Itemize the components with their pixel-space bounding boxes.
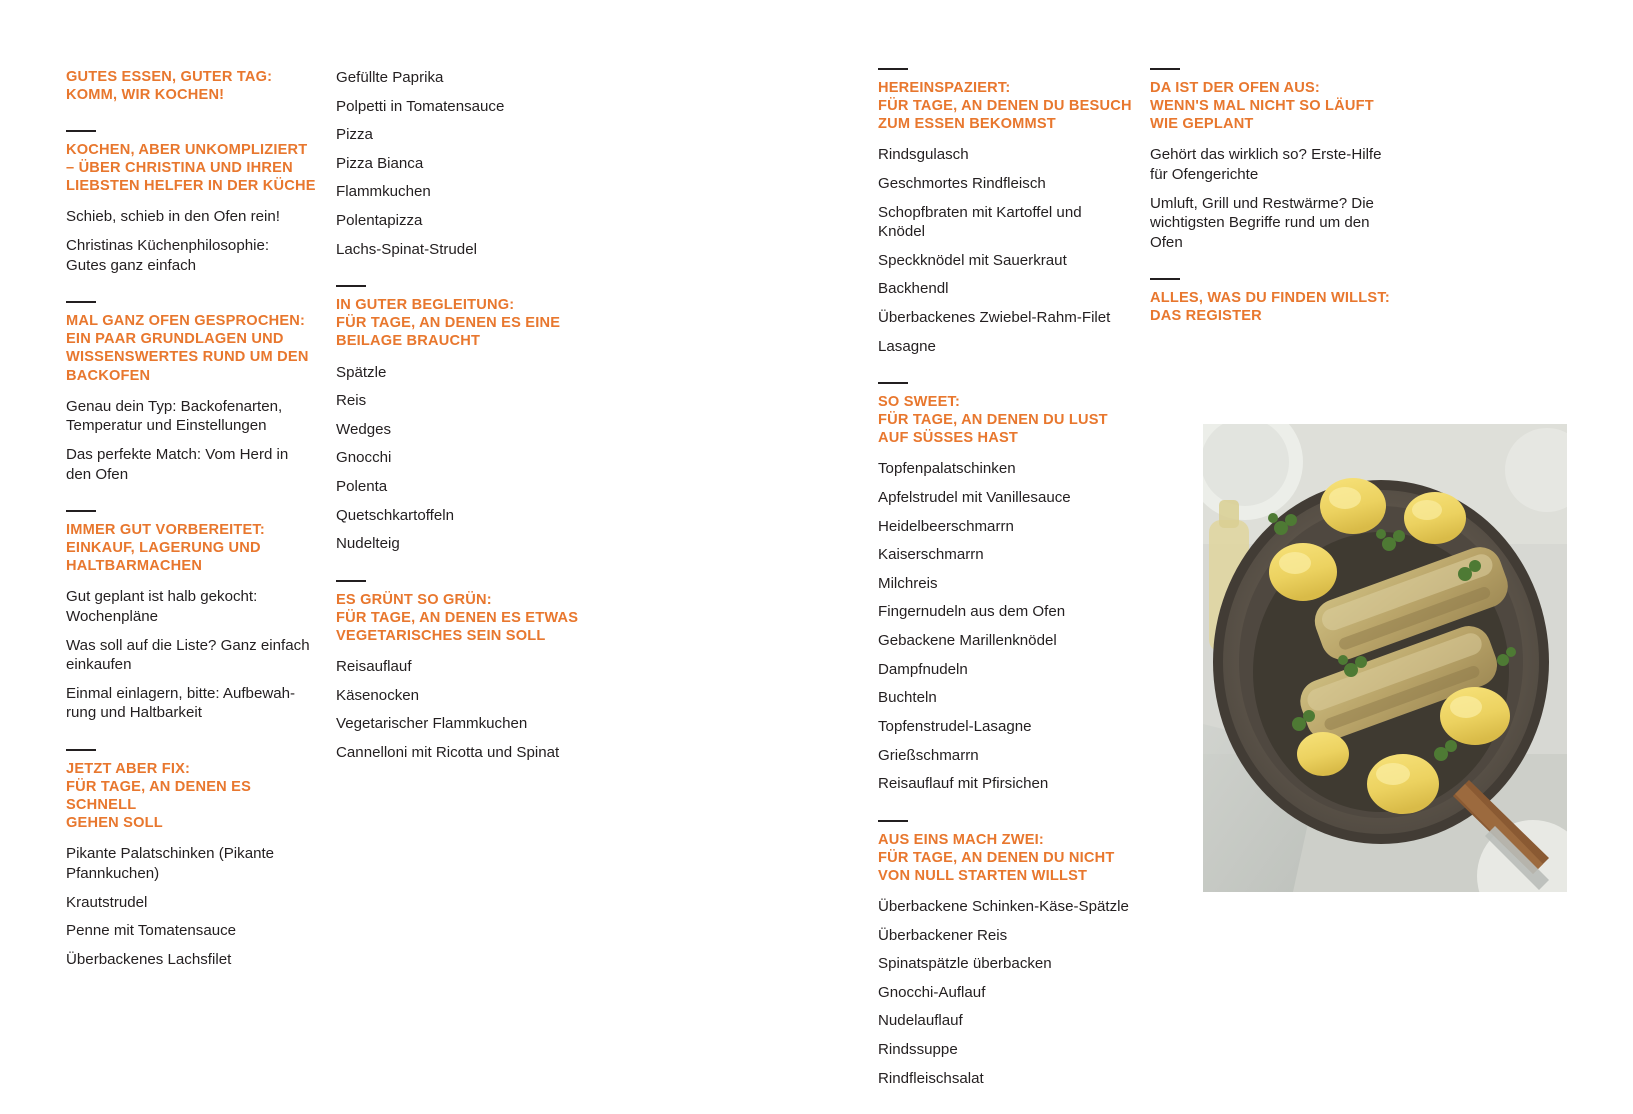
toc-entry-line: Was soll auf die Liste? Ganz einfach	[66, 636, 310, 654]
toc-entry[interactable]	[336, 657, 586, 677]
section-entry-list	[66, 587, 324, 723]
toc-entry[interactable]	[878, 308, 1140, 328]
toc-entry-line: Gutes ganz einfach	[66, 256, 197, 274]
toc-entry-line: Geschmortes Rindfleisch	[878, 174, 1046, 192]
section-divider-rule	[66, 130, 96, 132]
toc-entry-line: Rindsgulasch	[878, 146, 969, 164]
toc-entry[interactable]	[878, 1040, 1140, 1060]
toc-entry[interactable]	[66, 684, 324, 723]
toc-entry[interactable]	[878, 145, 1140, 165]
toc-entry-line: Spinatspätzle überbacken	[878, 955, 1052, 973]
toc-entry-line: Das perfekte Match: Vom Herd in	[66, 445, 289, 463]
section-heading-line: JETZT ABER FIX:	[66, 761, 191, 778]
toc-entry-line: Rindfleischsalat	[878, 1069, 984, 1087]
toc-entry-line: Umluft, Grill und Restwärme? Die	[1150, 194, 1374, 212]
toc-entry-line: Polentapizza	[336, 212, 423, 230]
section-entry-list	[66, 207, 324, 275]
toc-entry[interactable]	[878, 545, 1140, 565]
toc-entry-line: Dampfnudeln	[878, 660, 968, 678]
toc-entry-line: Wochenpläne	[66, 608, 159, 625]
section-heading[interactable]	[336, 591, 586, 645]
toc-entry-line: einkaufen	[66, 656, 132, 674]
section-heading-line: HEREINSPAZIERT:	[878, 80, 1011, 96]
toc-entry-line: Buchteln	[878, 689, 937, 707]
toc-entry-line: Christinas Küchenphilosophie:	[66, 237, 270, 255]
toc-entry[interactable]	[878, 954, 1140, 974]
section-heading-line: ALLES, WAS DU FINDEN WILLST:	[1150, 290, 1390, 307]
toc-entry[interactable]	[336, 211, 586, 231]
toc-column-3	[878, 68, 1140, 1114]
toc-column-2	[336, 68, 586, 789]
section-heading-line: DAS REGISTER	[1150, 308, 1262, 325]
section-heading-line: – ÜBER CHRISTINA UND IHREN	[66, 160, 293, 177]
toc-entry[interactable]	[336, 68, 586, 88]
section-heading-line: FÜR TAGE, AN DENEN DU NICHT	[878, 849, 1115, 866]
section-heading[interactable]	[878, 831, 1140, 885]
toc-entry[interactable]	[66, 587, 324, 626]
toc-entry-line: Kaiserschmarrn	[878, 546, 984, 564]
toc-section	[1150, 278, 1400, 325]
toc-entry-line: Vegetarischer Flammkuchen	[336, 715, 528, 733]
toc-entry-line: Knödel	[878, 223, 925, 241]
toc-entry[interactable]	[878, 1069, 1140, 1089]
section-entry-list	[1150, 145, 1400, 252]
toc-entry-line: wichtigsten Begriffe rund um den	[1150, 214, 1370, 232]
section-heading[interactable]	[66, 141, 324, 195]
toc-entry-line: Schieb, schieb in den Ofen rein!	[66, 208, 280, 226]
toc-entry-line: Krautstrudel	[66, 893, 148, 911]
toc-entry-line: Reisauflauf mit Pfirsichen	[878, 775, 1049, 793]
toc-section	[1150, 68, 1400, 252]
toc-entry-line: Quetschkartoffeln	[336, 506, 455, 524]
section-heading-line: HALTBARMACHEN	[66, 558, 203, 575]
toc-entry[interactable]	[336, 448, 586, 468]
section-heading-line: AUF SÜSSES HAST	[878, 430, 1019, 447]
toc-entry-line: Pfannkuchen)	[66, 865, 160, 883]
toc-entry-line: Pikante Palatschinken (Pikante	[66, 845, 275, 863]
toc-entry-line: Speckknödel mit Sauerkraut	[878, 251, 1067, 269]
toc-entry[interactable]	[66, 397, 324, 436]
toc-entry-line: Schopfbraten mit Kartoffel und	[878, 203, 1082, 221]
section-heading[interactable]	[336, 296, 586, 350]
toc-entry[interactable]	[336, 743, 586, 763]
section-heading-line: VEGETARISCHES SEIN SOLL	[336, 628, 546, 644]
section-heading-line: ES GRÜNT SO GRÜN:	[336, 591, 492, 608]
toc-entry[interactable]	[878, 774, 1140, 794]
section-divider-rule	[336, 580, 366, 582]
toc-entry[interactable]	[66, 445, 324, 484]
toc-entry[interactable]	[66, 236, 324, 275]
toc-entry-line: Nudelteig	[336, 535, 400, 553]
section-heading[interactable]	[66, 312, 324, 384]
toc-entry[interactable]	[878, 688, 1140, 708]
toc-section	[66, 130, 324, 275]
section-divider-rule	[336, 285, 366, 287]
toc-entry[interactable]	[336, 714, 586, 734]
toc-entry-line: Flammkuchen	[336, 183, 431, 201]
toc-entry-line: Nudelauflauf	[878, 1012, 963, 1030]
toc-entry[interactable]	[336, 240, 586, 260]
toc-entry[interactable]	[878, 717, 1140, 737]
section-heading-line: WISSENSWERTES RUND UM DEN	[66, 349, 309, 366]
toc-entry[interactable]	[878, 602, 1140, 622]
toc-entry-line: Topfenstrudel-Lasagne	[878, 717, 1032, 735]
toc-entry-line: Wedges	[336, 420, 392, 438]
toc-section	[878, 382, 1140, 794]
section-heading-line: BACKOFEN	[66, 367, 151, 384]
toc-entry-line: Ofen	[1150, 233, 1183, 251]
toc-entry[interactable]	[336, 477, 586, 497]
toc-entry[interactable]	[878, 660, 1140, 680]
toc-section	[66, 510, 324, 723]
toc-entry-line: Genau dein Typ: Backofenarten,	[66, 397, 283, 415]
toc-entry[interactable]	[336, 506, 586, 526]
section-divider-rule	[66, 510, 96, 512]
toc-entry[interactable]	[66, 921, 324, 941]
section-entry-list	[336, 657, 586, 762]
toc-entry[interactable]	[66, 893, 324, 913]
toc-entry-line: rung und Haltbarkeit	[66, 704, 202, 722]
toc-section	[878, 68, 1140, 356]
toc-entry[interactable]	[336, 686, 586, 706]
section-heading-line: IN GUTER BEGLEITUNG:	[336, 297, 515, 314]
section-heading[interactable]	[66, 521, 324, 575]
section-entry-list	[336, 68, 586, 259]
toc-entry-line: Überbackene Schinken-Käse-Spätzle	[878, 898, 1129, 916]
toc-entry-line: Gnocchi	[336, 449, 392, 467]
toc-section	[336, 285, 586, 554]
section-heading[interactable]	[1150, 289, 1400, 325]
toc-entry-line: Lasagne	[878, 337, 936, 355]
section-divider-rule	[66, 749, 96, 751]
section-heading[interactable]	[878, 79, 1140, 133]
toc-entry-line: Grießschmarrn	[878, 746, 979, 764]
section-entry-list	[878, 459, 1140, 793]
toc-entry[interactable]	[878, 251, 1140, 271]
section-heading-line: KOMM, WIR KOCHEN!	[66, 87, 225, 104]
section-heading-line: VON NULL STARTEN WILLST	[878, 867, 1088, 884]
toc-entry[interactable]	[336, 534, 586, 554]
toc-entry-line: Spätzle	[336, 363, 387, 381]
toc-entry[interactable]	[878, 517, 1140, 537]
section-heading-line: BEILAGE BRAUCHT	[336, 333, 481, 350]
section-heading[interactable]	[66, 760, 324, 832]
section-heading-line: FÜR TAGE, AN DENEN ES EINE	[336, 315, 561, 332]
toc-entry[interactable]	[336, 125, 586, 145]
toc-entry[interactable]	[878, 337, 1140, 357]
section-entry-list	[878, 897, 1140, 1088]
toc-entry[interactable]	[66, 950, 324, 970]
section-heading-line: WIE GEPLANT	[1150, 116, 1254, 133]
toc-entry-line: Backhendl	[878, 280, 949, 298]
toc-entry-line: Gehört das wirklich so? Erste-Hilfe	[1150, 146, 1382, 164]
toc-entry-line: Cannelloni mit Ricotta und Spinat	[336, 743, 560, 761]
toc-section	[66, 301, 324, 484]
toc-section	[336, 68, 586, 259]
toc-entry-line: Heidelbeerschmarrn	[878, 517, 1014, 535]
section-heading[interactable]	[878, 393, 1140, 447]
section-entry-list	[66, 397, 324, 484]
toc-entry[interactable]	[878, 897, 1140, 917]
section-heading-line: IMMER GUT VORBEREITET:	[66, 522, 265, 539]
toc-entry[interactable]	[1150, 145, 1400, 184]
toc-entry-line: Penne mit Tomatensauce	[66, 922, 237, 940]
section-entry-list	[878, 145, 1140, 356]
section-heading-line: LIEBSTEN HELFER IN DER KÜCHE	[66, 178, 316, 195]
section-entry-list	[336, 363, 586, 554]
section-divider-rule	[878, 68, 908, 70]
section-entry-list	[66, 844, 324, 969]
toc-entry[interactable]	[878, 1011, 1140, 1031]
section-heading-line: KOCHEN, ABER UNKOMPLIZIERT	[66, 142, 308, 159]
section-heading-line: ZUM ESSEN BEKOMMST	[878, 116, 1056, 133]
toc-entry[interactable]	[878, 574, 1140, 594]
toc-entry-line: Milchreis	[878, 574, 938, 592]
section-heading-line: GEHEN SOLL	[66, 815, 163, 832]
section-heading-line: WENN'S MAL NICHT SO LÄUFT	[1150, 98, 1374, 115]
toc-entry-line: Einmal einlagern, bitte: Aufbewah-	[66, 684, 296, 702]
toc-entry-line: Pizza Bianca	[336, 154, 424, 172]
toc-entry[interactable]	[878, 926, 1140, 946]
toc-column-4	[1150, 68, 1400, 352]
section-heading-line: EINKAUF, LAGERUNG UND	[66, 540, 261, 557]
section-heading-line: FÜR TAGE, AN DENEN DU BESUCH	[878, 98, 1132, 115]
toc-section	[336, 580, 586, 763]
section-heading[interactable]	[1150, 79, 1400, 133]
section-divider-rule	[1150, 278, 1180, 280]
toc-entry-line: Fingernudeln aus dem Ofen	[878, 603, 1066, 621]
toc-entry[interactable]	[1150, 194, 1400, 253]
toc-entry-line: Überbackenes Zwiebel-Rahm-Filet	[878, 308, 1111, 326]
toc-entry[interactable]	[336, 154, 586, 174]
section-heading[interactable]	[66, 68, 324, 104]
section-divider-rule	[1150, 68, 1180, 70]
toc-entry[interactable]	[878, 279, 1140, 299]
toc-entry[interactable]	[336, 420, 586, 440]
toc-entry-line: Käsenocken	[336, 686, 420, 704]
toc-entry-line: Gnocchi-Auflauf	[878, 983, 986, 1001]
toc-entry[interactable]	[66, 636, 324, 675]
toc-entry-line: Lachs-Spinat-Strudel	[336, 240, 477, 258]
toc-entry-line: Polenta	[336, 477, 388, 495]
section-divider-rule	[878, 820, 908, 822]
toc-entry[interactable]	[336, 391, 586, 411]
section-heading-line: EIN PAAR GRUNDLAGEN UND	[66, 331, 284, 348]
toc-entry[interactable]	[878, 459, 1140, 479]
toc-entry-line: Überbackenes Lachsfilet	[66, 950, 232, 968]
toc-entry-line: Pizza	[336, 126, 373, 144]
section-divider-rule	[878, 382, 908, 384]
toc-column-1	[66, 68, 324, 995]
toc-entry[interactable]	[336, 363, 586, 383]
section-heading-line: GUTES ESSEN, GUTER TAG:	[66, 69, 273, 85]
toc-entry-line: für Ofengerichte	[1150, 165, 1259, 183]
section-heading-line: FÜR TAGE, AN DENEN ES SCHNELL	[66, 779, 252, 814]
toc-entry-line: Topfenpalatschinken	[878, 460, 1016, 478]
toc-section	[66, 68, 324, 104]
toc-entry-line: den Ofen	[66, 465, 129, 483]
toc-entry[interactable]	[878, 631, 1140, 651]
toc-entry[interactable]	[66, 207, 324, 227]
toc-entry[interactable]	[66, 844, 324, 883]
section-heading-line: FÜR TAGE, AN DENEN DU LUST	[878, 412, 1108, 429]
toc-entry[interactable]	[336, 182, 586, 202]
toc-entry[interactable]	[336, 97, 586, 117]
toc-entry[interactable]	[878, 488, 1140, 508]
toc-entry-line: Gefüllte Paprika	[336, 69, 444, 86]
baked-salmon-with-potatoes-photo	[1203, 424, 1567, 892]
section-heading-line: FÜR TAGE, AN DENEN ES ETWAS	[336, 609, 579, 626]
toc-section	[66, 749, 324, 969]
toc-entry-line: Polpetti in Tomatensauce	[336, 97, 505, 115]
toc-entry[interactable]	[878, 203, 1140, 242]
toc-entry-line: Überbackener Reis	[878, 926, 1008, 944]
toc-entry-line: Reisauflauf	[336, 658, 412, 676]
toc-entry-line: Gut geplant ist halb gekocht:	[66, 588, 258, 606]
toc-entry-line: Reis	[336, 392, 367, 410]
toc-entry[interactable]	[878, 746, 1140, 766]
section-heading-line: MAL GANZ OFEN GESPROCHEN:	[66, 313, 306, 330]
toc-entry[interactable]	[878, 174, 1140, 194]
toc-entry-line: Rindssuppe	[878, 1041, 958, 1059]
toc-entry-line: Gebackene Marillenknödel	[878, 632, 1057, 650]
section-divider-rule	[66, 301, 96, 303]
toc-section	[878, 820, 1140, 1089]
section-heading-line: SO SWEET:	[878, 394, 961, 411]
toc-entry-line: Temperatur und Einstellungen	[66, 417, 267, 435]
section-heading-line: DA IST DER OFEN AUS:	[1150, 80, 1320, 96]
toc-entry-line: Apfelstrudel mit Vanillesauce	[878, 489, 1071, 507]
section-heading-line: AUS EINS MACH ZWEI:	[878, 831, 1044, 848]
